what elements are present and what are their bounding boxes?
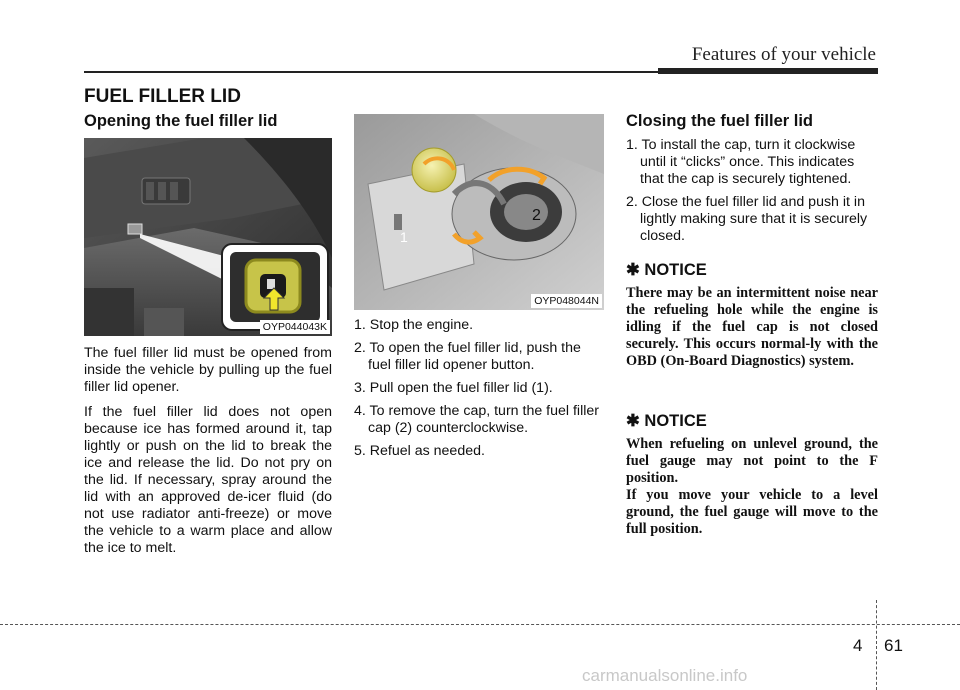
lid-opener-image bbox=[84, 138, 332, 336]
notice-text: There may be an intermittent noise near the refueling hole while the engine is idling if the fuel cap is not closed securely. This occurs normal-ly with the OBD (On-Board Diagnostics) system. bbox=[626, 285, 878, 369]
notice-icon: ✱ bbox=[626, 261, 640, 279]
dashboard-illustration bbox=[84, 138, 332, 336]
chapter-number: 4 bbox=[853, 636, 863, 655]
list-item: 1. To install the cap, turn it clockwise until it “clicks” once. This indicates that the cap is securely tightened. bbox=[626, 137, 856, 187]
notice-text: When refueling on unlevel ground, the fuel gauge may not point to the F position. bbox=[626, 436, 878, 486]
opening-text bbox=[84, 345, 332, 557]
page-number: 61 bbox=[884, 636, 903, 655]
list-item: 2. Close the fuel filler lid and push it in lightly making sure that it is securely closed. bbox=[626, 194, 868, 244]
list-item: 1. Stop the engine. bbox=[354, 317, 474, 333]
closing-steps bbox=[626, 137, 878, 251]
list-item: 2. To open the fuel filler lid, push the fuel filler lid opener button. bbox=[354, 340, 581, 373]
header-rule bbox=[84, 71, 658, 73]
notice-title: NOTICE bbox=[644, 261, 707, 279]
opening-para-1: The fuel filler lid must be opened from inside the vehicle by pulling up the fuel filler lid opener. bbox=[84, 345, 332, 395]
fuel-cap-image bbox=[354, 114, 604, 310]
footer-rule bbox=[0, 624, 960, 625]
notice-text: If you move your vehicle to a level ground, the fuel gauge will move to the full position. bbox=[626, 487, 878, 537]
notice-title: NOTICE bbox=[644, 412, 707, 430]
footer-divider bbox=[876, 600, 877, 690]
image-code: OYP044043K bbox=[260, 320, 330, 334]
opening-steps bbox=[354, 317, 604, 466]
list-item: 5. Refuel as needed. bbox=[354, 443, 485, 459]
notice-body bbox=[626, 436, 878, 538]
running-header: Features of your vehicle bbox=[691, 44, 876, 65]
list-item: 3. Pull open the fuel filler lid (1). bbox=[354, 380, 553, 396]
image-code: OYP048044N bbox=[531, 294, 602, 308]
opening-para-2: If the fuel filler lid does not open because ice has formed around it, tap lightly or push on the lid to break the ice and release the lid. Do not pry on the lid. If necessary, spray around the lid with an approved de-icer fluid (do not use radiator anti-freeze) or move the vehicle to a warm place and allow the ice to melt. bbox=[84, 404, 332, 556]
header-rule-bold bbox=[658, 68, 878, 74]
notice-heading bbox=[626, 260, 707, 280]
notice-icon: ✱ bbox=[626, 412, 640, 430]
section-title: FUEL FILLER LID bbox=[84, 86, 241, 107]
fuel-cap-illustration bbox=[354, 114, 604, 310]
opening-heading: Opening the fuel filler lid bbox=[84, 112, 278, 130]
callout-2: 2 bbox=[532, 207, 541, 224]
list-item: 4. To remove the cap, turn the fuel filler cap (2) counterclockwise. bbox=[354, 403, 599, 436]
notice-heading bbox=[626, 411, 707, 431]
watermark: carmanualsonline.info bbox=[582, 666, 748, 685]
callout-1: 1 bbox=[400, 229, 408, 245]
closing-heading: Closing the fuel filler lid bbox=[626, 112, 814, 130]
